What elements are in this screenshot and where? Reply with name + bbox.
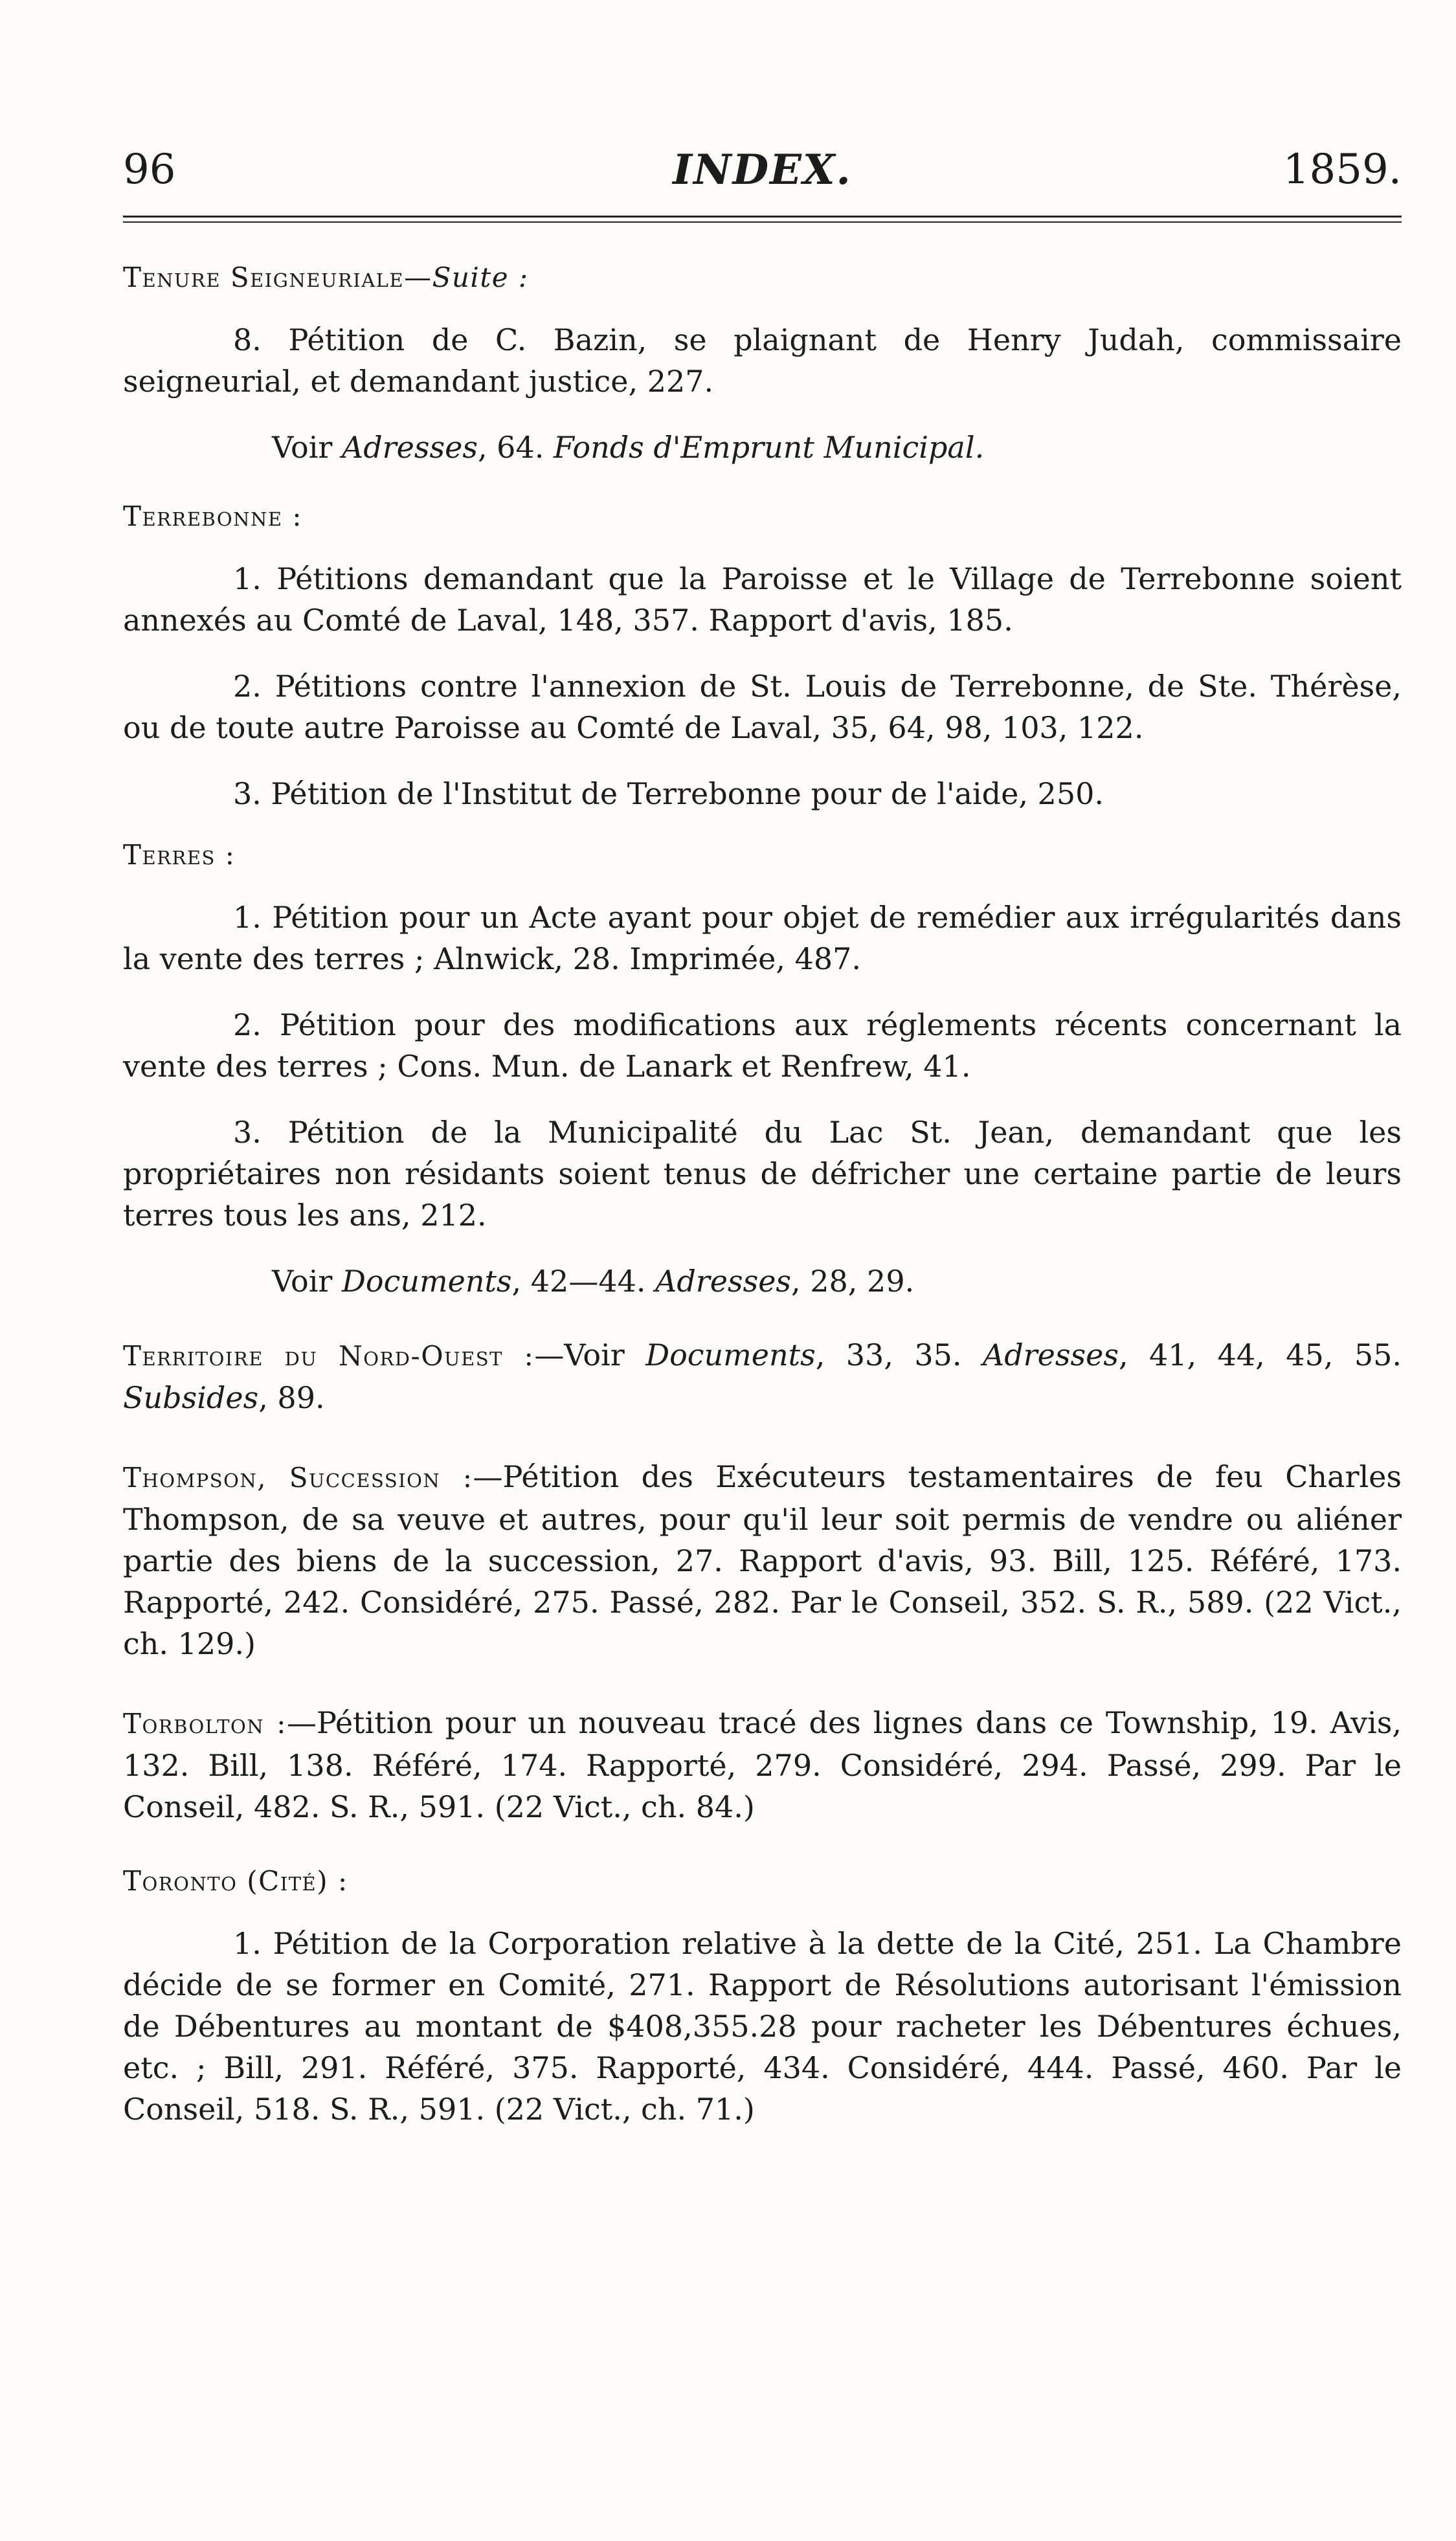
header-rule [123, 216, 1402, 218]
entry-item: 1. Pétitions demandant que la Paroisse et le Village de Terrebonne soient annexés au Comté de Laval, 148, 357. Rapport d'avis, 185. [123, 561, 1402, 638]
entry-item: 8. Pétition de C. Bazin, se plaignant de Henry Judah, commissaire seigneurial, et demandant justice, 227. [123, 322, 1402, 399]
entry-item: 2. Pétitions contre l'annexion de St. Louis de Terrebonne, de Ste. Thérèse, ou de toute autre Paroisse au Comté de Laval, 35, 64, 98, 103, 122. [123, 669, 1402, 745]
header-rule-secondary [123, 221, 1402, 223]
entry-item: 2. Pétition pour des modifications aux réglements récents concernant la vente des terres ; Cons. Mun. de Lanark et Renfrew, 41. [123, 1007, 1402, 1084]
entry-heading: Toronto (Cité) : [123, 1865, 348, 1897]
page-number: 96 [123, 146, 176, 194]
entry-item: 1. Pétition pour un Acte ayant pour objet de remédier aux irrégularités dans la vente des terres ; Alnwick, 28. Imprimée, 487. [123, 900, 1402, 976]
entry-inline: Thompson, Succession :—Pétition des Exécuteurs testamentaires de feu Charles Thompson, de sa veuve et autres, pour qu'il leur soit permis de vendre ou aliéner partie des biens de la succession, 27. Rapport d'avis, 93. Bill, 125. Référé, 173. Rapporté, 242. Considéré, 275. Passé, 282. Par le Conseil, 352. S. R., 589. (22 Vict., ch. 129.) [123, 1459, 1402, 1661]
entry-inline: Torbolton :—Pétition pour un nouveau tracé des lignes dans ce Township, 19. Avis, 132. Bill, 138. Référé, 174. Rapporté, 279. Considéré, 294. Passé, 299. Par le Conseil, 482. S. R., 591. (22 Vict., ch. 84.) [123, 1705, 1402, 1824]
entry-heading: Tenure Seigneuriale—Suite : [123, 262, 529, 293]
cross-reference: Voir Documents, 42—44. Adresses, 28, 29. [272, 1264, 915, 1299]
entry-heading: Terrebonne : [123, 500, 303, 532]
entry-item: 1. Pétition de la Corporation relative à la dette de la Cité, 251. La Chambre décide de se former en Comité, 271. Rapport de Résolutions autorisant l'émission de Débentures au montant de $408,355.28 pour racheter les Débentures échues, etc. ; Bill, 291. Référé, 375. Rapporté, 434. Considéré, 444. Passé, 460. Par le Conseil, 518. S. R., 591. (22 Vict., ch. 71.) [123, 1926, 1402, 2127]
entry-item: 3. Pétition de l'Institut de Terrebonne pour de l'aide, 250. [233, 776, 1104, 811]
entry-item: 3. Pétition de la Municipalité du Lac St. Jean, demandant que les propriétaires non résidants soient tenus de défricher une certaine partie de leurs terres tous les ans, 212. [123, 1115, 1402, 1233]
entry-inline: Territoire du Nord-Ouest :—Voir Documents, 33, 35. Adresses, 41, 44, 45, 55. Subsides, 89. [123, 1338, 1402, 1415]
cross-reference: Voir Adresses, 64. Fonds d'Emprunt Municipal. [272, 430, 985, 465]
page-year: 1859. [1282, 146, 1402, 194]
index-page [123, 146, 1402, 2155]
entry-heading: Terres : [123, 839, 236, 871]
page-title: INDEX. [673, 146, 852, 194]
page-header [123, 146, 1402, 210]
